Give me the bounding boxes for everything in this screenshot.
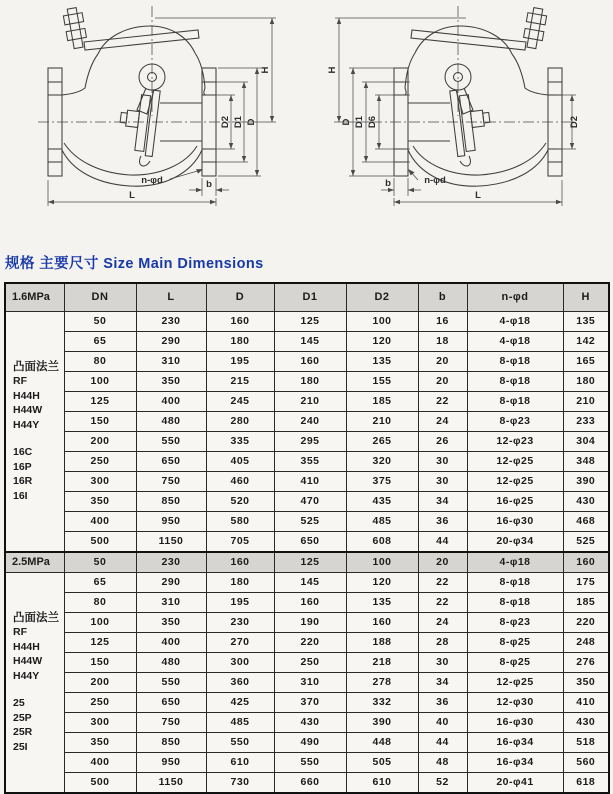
table-cell: 350 [563,673,609,693]
valve-body-mirrored [380,6,572,186]
table-cell: 410 [274,472,346,492]
flange-type-label: 25I [13,740,28,753]
table-cell: 248 [563,633,609,653]
column-header: H [563,283,609,312]
table-cell: 610 [206,753,274,773]
table-cell: 80 [64,352,136,372]
table-cell: 650 [136,452,206,472]
bolt-hole-note: n-φd [424,175,446,186]
table-cell: 730 [206,773,274,794]
table-cell: 320 [346,452,418,472]
table-cell: 12-φ25 [467,673,563,693]
table-cell: 250 [64,452,136,472]
table-cell: 24 [418,613,467,633]
table-cell: 8-φ25 [467,633,563,653]
table-cell: 135 [563,312,609,332]
table-cell: 200 [64,432,136,452]
table-cell: 230 [136,552,206,573]
flange-type-label: H44Y [13,669,40,682]
table-cell: 350 [64,492,136,512]
table-cell: 400 [136,392,206,412]
table-cell: 310 [136,593,206,613]
table-row [5,593,609,613]
table-cell: 215 [206,372,274,392]
table-cell: 520 [206,492,274,512]
table-cell: 195 [206,352,274,372]
dim-label-l: L [475,190,481,201]
table-cell: 160 [274,352,346,372]
table-row [5,412,609,432]
table-cell: 300 [206,653,274,673]
table-cell: 12-φ30 [467,693,563,713]
valve-body [38,6,230,186]
table-row [5,753,609,773]
table-cell: 230 [136,312,206,332]
table-cell: 195 [206,593,274,613]
flange-type-label: 凸面法兰 [13,611,59,624]
flange-type-label: 25P [13,711,32,724]
table-cell: 4-φ18 [467,552,563,573]
table-cell: 22 [418,593,467,613]
pressure-label: 1.6MPa [5,283,64,312]
table-cell: 12-φ25 [467,452,563,472]
dim-label-d2: D2 [569,115,580,129]
table-cell: 220 [563,613,609,633]
dimensions-table [4,282,610,794]
table-cell: 245 [206,392,274,412]
table-cell: 300 [64,713,136,733]
dim-label-d1: D1 [233,115,244,129]
table-cell: 145 [274,332,346,352]
table-cell: 120 [346,332,418,352]
table-cell: 20 [418,372,467,392]
dim-label-l: L [129,190,135,201]
valve-drawing-left [0,0,306,240]
table-cell: 165 [563,352,609,372]
table-cell: 550 [274,753,346,773]
table-cell: 233 [563,412,609,432]
table-row [5,392,609,412]
table-cell: 650 [136,693,206,713]
table-cell: 16-φ30 [467,713,563,733]
table-cell: 410 [563,693,609,713]
table-row [5,653,609,673]
table-cell: 40 [418,713,467,733]
table-cell: 230 [206,613,274,633]
table-cell: 580 [206,512,274,532]
table-row [5,673,609,693]
table-cell: 560 [563,753,609,773]
table-cell: 100 [346,552,418,573]
table-cell: 48 [418,753,467,773]
table-cell: 20-φ41 [467,773,563,794]
table-cell: 480 [136,653,206,673]
table-cell: 8-φ23 [467,613,563,633]
table-cell: 1150 [136,773,206,794]
table-cell: 100 [64,372,136,392]
table-header-row [5,283,609,312]
table-cell: 180 [563,372,609,392]
table-row [5,432,609,452]
table-cell: 350 [136,372,206,392]
table-cell: 16-φ34 [467,733,563,753]
dim-label-d1: D1 [354,115,365,129]
table-cell: 350 [136,613,206,633]
column-header: D [206,283,274,312]
table-cell: 50 [64,552,136,573]
table-row [5,352,609,372]
table-cell: 36 [418,693,467,713]
table-cell: 425 [206,693,274,713]
table-cell: 12-φ25 [467,472,563,492]
table-cell: 180 [206,573,274,593]
table-cell: 355 [274,452,346,472]
table-cell: 500 [64,773,136,794]
table-cell: 44 [418,532,467,553]
dim-label-d: D [341,118,352,126]
table-cell: 650 [274,532,346,553]
table-cell: 850 [136,492,206,512]
table-cell: 490 [274,733,346,753]
table-cell: 175 [563,573,609,593]
table-cell: 390 [563,472,609,492]
dim-label-d: D [246,118,257,126]
table-cell: 430 [563,492,609,512]
table-cell: 155 [346,372,418,392]
table-cell: 468 [563,512,609,532]
flange-type-label: RF [13,626,27,639]
table-cell: 280 [206,412,274,432]
table-cell: 8-φ18 [467,372,563,392]
table-cell: 430 [274,713,346,733]
table-cell: 4-φ18 [467,332,563,352]
dim-label-h: H [327,66,338,74]
table-cell: 36 [418,512,467,532]
table-cell: 28 [418,633,467,653]
table-cell: 30 [418,452,467,472]
column-header: D2 [346,283,418,312]
dimension-lines-right [327,18,580,206]
table-cell: 188 [346,633,418,653]
table-cell: 160 [206,312,274,332]
valve-drawings [0,0,613,240]
table-cell: 185 [563,593,609,613]
table-cell: 34 [418,673,467,693]
table-cell: 400 [64,753,136,773]
table-cell: 12-φ23 [467,432,563,452]
column-header: n-φd [467,283,563,312]
table-row [5,472,609,492]
table-cell: 142 [563,332,609,352]
dim-label-b: b [206,179,212,190]
table-cell: 210 [563,392,609,412]
table-cell: 470 [274,492,346,512]
table-cell: 220 [274,633,346,653]
table-cell: 448 [346,733,418,753]
table-row [5,573,609,593]
dimension-lines-left [48,18,276,206]
table-cell: 100 [346,312,418,332]
flange-type-label: 16P [13,460,32,473]
table-cell: 240 [274,412,346,432]
bolt-hole-note: n-φd [141,175,163,186]
table-cell: 218 [346,653,418,673]
table-cell: 304 [563,432,609,452]
table-row [5,512,609,532]
flange-type-label: 凸面法兰 [13,360,59,373]
flange-type-label: H44H [13,389,40,402]
flange-type-label: 16R [13,475,33,488]
table-cell: 950 [136,753,206,773]
table-cell: 160 [563,552,609,573]
table-cell: 405 [206,452,274,472]
table-row [5,532,609,553]
table-cell: 135 [346,352,418,372]
table-cell: 850 [136,733,206,753]
table-cell: 460 [206,472,274,492]
table-cell: 550 [136,432,206,452]
table-cell: 26 [418,432,467,452]
table-cell: 950 [136,512,206,532]
table-cell: 610 [346,773,418,794]
table-cell: 4-φ18 [467,312,563,332]
flange-type-label: H44Y [13,418,40,431]
table-cell: 80 [64,593,136,613]
table-cell: 705 [206,532,274,553]
table-cell: 8-φ23 [467,412,563,432]
table-cell: 310 [274,673,346,693]
table-cell: 52 [418,773,467,794]
table-cell: 295 [274,432,346,452]
table-cell: 65 [64,332,136,352]
table-cell: 16-φ25 [467,492,563,512]
table-cell: 375 [346,472,418,492]
table-cell: 125 [274,552,346,573]
table-cell: 360 [206,673,274,693]
table-cell: 8-φ18 [467,593,563,613]
flange-type-label [13,683,64,696]
table-cell: 276 [563,653,609,673]
table-row [5,633,609,653]
table-cell: 8-φ18 [467,352,563,372]
table-cell: 125 [64,392,136,412]
flange-type-cell [5,312,64,553]
flange-type-label: 16I [13,489,28,502]
table-cell: 125 [64,633,136,653]
flange-type-label: 25 [13,697,25,710]
table-cell: 750 [136,472,206,492]
table-cell: 485 [206,713,274,733]
table-cell: 300 [64,472,136,492]
table-cell: 65 [64,573,136,593]
flange-type-label: RF [13,375,27,388]
table-cell: 16 [418,312,467,332]
table-cell: 125 [274,312,346,332]
table-row [5,733,609,753]
table-row [5,452,609,472]
column-header: b [418,283,467,312]
table-cell: 180 [206,332,274,352]
table-cell: 400 [136,633,206,653]
table-cell: 278 [346,673,418,693]
table-cell: 608 [346,532,418,553]
table-row [5,492,609,512]
table-cell: 22 [418,392,467,412]
table-cell: 290 [136,332,206,352]
table-cell: 500 [64,532,136,553]
table-cell: 390 [346,713,418,733]
table-row [5,693,609,713]
flange-type-label: H44H [13,640,40,653]
table-cell: 750 [136,713,206,733]
table-cell: 145 [274,573,346,593]
dim-label-d2: D2 [220,115,231,129]
table-cell: 660 [274,773,346,794]
column-header: DN [64,283,136,312]
flange-type-label: H44W [13,655,43,668]
table-cell: 34 [418,492,467,512]
table-cell: 290 [136,573,206,593]
table-cell: 8-φ25 [467,653,563,673]
column-header: L [136,283,206,312]
table-cell: 332 [346,693,418,713]
table-cell: 22 [418,573,467,593]
table-row [5,613,609,633]
dim-label-h: H [260,66,271,74]
table-cell: 18 [418,332,467,352]
table-cell: 24 [418,412,467,432]
table-cell: 180 [274,372,346,392]
pressure-label: 2.5MPa [5,552,64,573]
table-cell: 518 [563,733,609,753]
table-cell: 335 [206,432,274,452]
table-cell: 20-φ34 [467,532,563,553]
table-cell: 8-φ18 [467,392,563,412]
table-cell: 250 [274,653,346,673]
table-cell: 20 [418,352,467,372]
table-row [5,552,609,573]
table-cell: 16-φ34 [467,753,563,773]
table-cell: 150 [64,653,136,673]
table-cell: 100 [64,613,136,633]
table-cell: 1150 [136,532,206,553]
valve-drawing-right [306,0,613,240]
table-row [5,332,609,352]
table-row [5,773,609,794]
table-cell: 265 [346,432,418,452]
table-cell: 505 [346,753,418,773]
table-cell: 348 [563,452,609,472]
table-cell: 210 [274,392,346,412]
table-cell: 30 [418,472,467,492]
table-cell: 210 [346,412,418,432]
table-cell: 480 [136,412,206,432]
flange-type-cell [5,573,64,794]
table-cell: 350 [64,733,136,753]
table-cell: 525 [274,512,346,532]
table-cell: 16-φ30 [467,512,563,532]
table-cell: 250 [64,693,136,713]
flange-type-label: H44W [13,404,43,417]
table-cell: 160 [206,552,274,573]
flange-type-label: 25R [13,726,33,739]
table-cell: 150 [64,412,136,432]
table-cell: 485 [346,512,418,532]
table-row [5,312,609,332]
dimensions-table-body [5,283,609,793]
table-cell: 270 [206,633,274,653]
table-row [5,713,609,733]
table-cell: 370 [274,693,346,713]
dim-label-d6: D6 [367,115,378,129]
table-cell: 435 [346,492,418,512]
table-cell: 430 [563,713,609,733]
table-cell: 120 [346,573,418,593]
page-title: 规格 主要尺寸 Size Main Dimensions [5,256,264,272]
table-cell: 50 [64,312,136,332]
table-cell: 8-φ18 [467,573,563,593]
table-cell: 185 [346,392,418,412]
table-cell: 550 [136,673,206,693]
flange-type-label: 16C [13,446,33,459]
table-cell: 400 [64,512,136,532]
table-cell: 160 [346,613,418,633]
table-cell: 550 [206,733,274,753]
table-cell: 44 [418,733,467,753]
table-cell: 135 [346,593,418,613]
table-cell: 160 [274,593,346,613]
table-cell: 618 [563,773,609,794]
column-header: D1 [274,283,346,312]
table-cell: 525 [563,532,609,553]
table-cell: 20 [418,552,467,573]
flange-type-label [13,432,64,445]
table-row [5,372,609,392]
table-cell: 190 [274,613,346,633]
table-cell: 310 [136,352,206,372]
dim-label-b: b [385,178,391,189]
table-cell: 30 [418,653,467,673]
table-cell: 200 [64,673,136,693]
